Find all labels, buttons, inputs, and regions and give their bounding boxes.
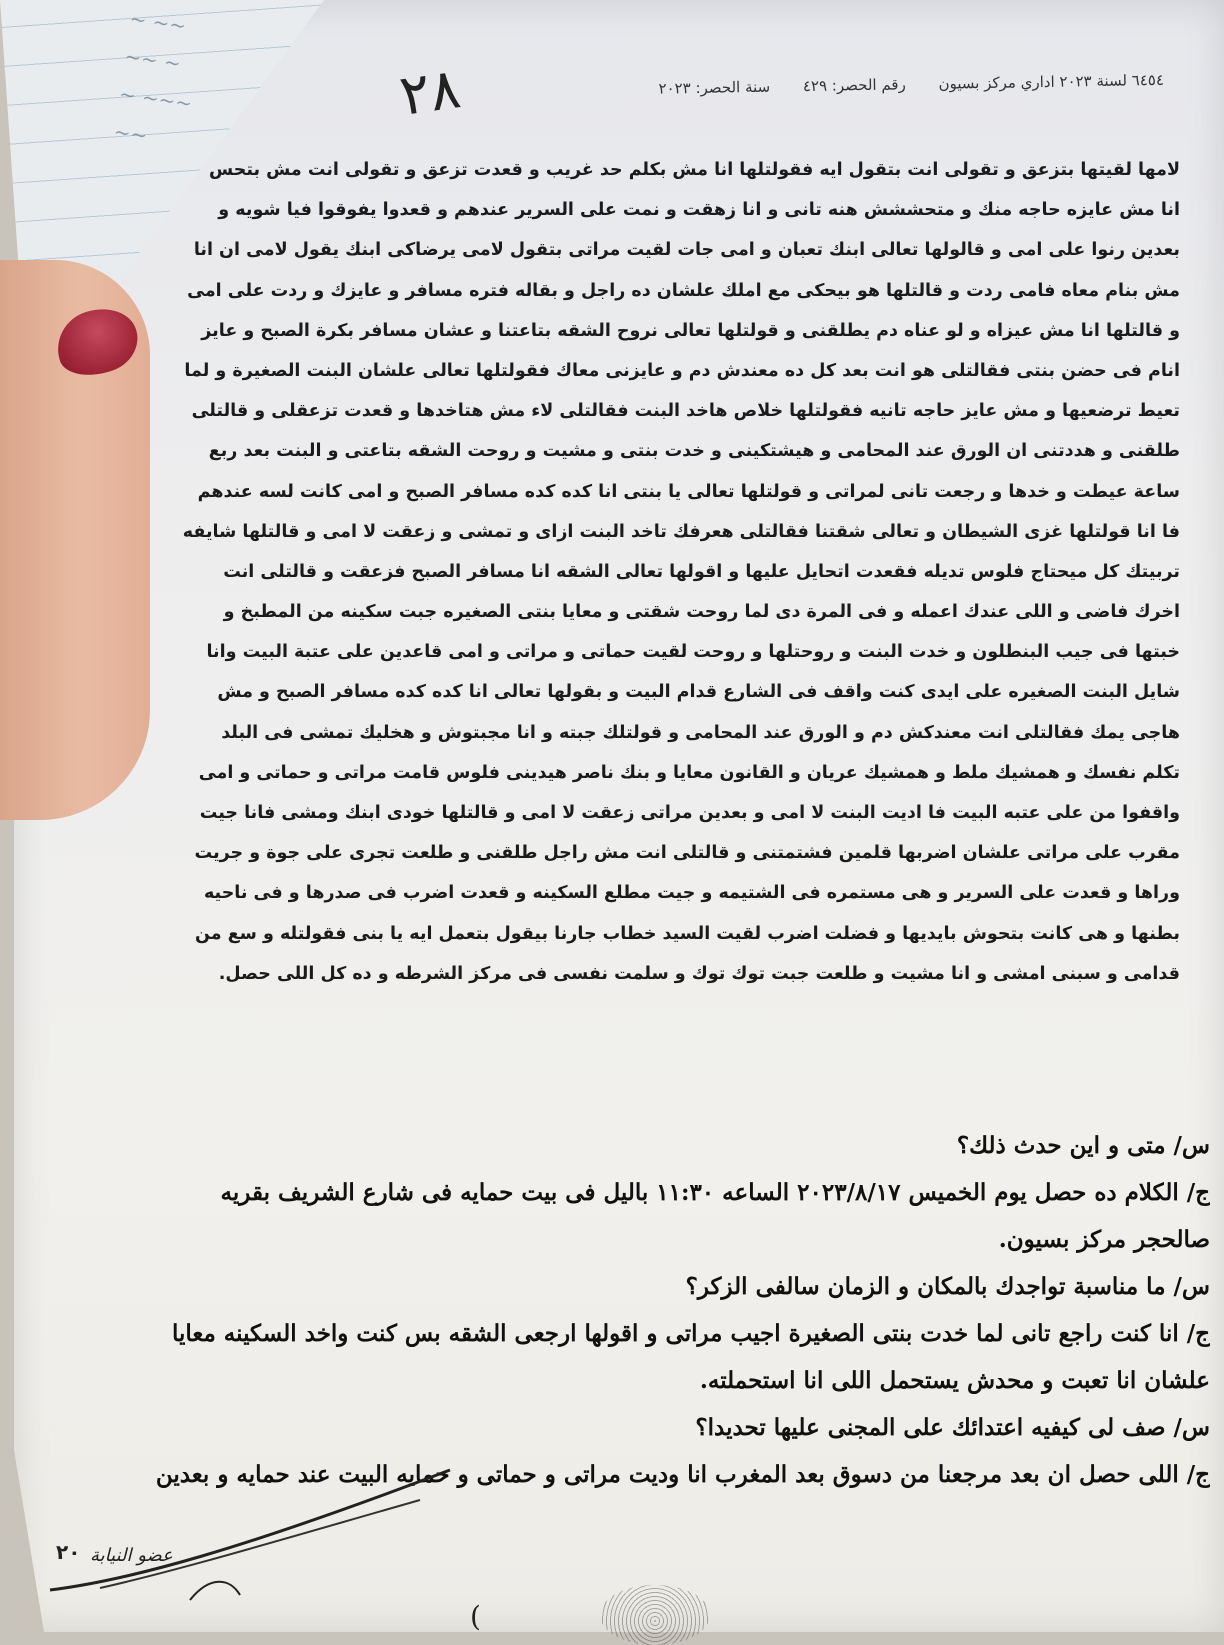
answer-line: صالحجر مركز بسيون. xyxy=(998,1226,1210,1253)
answer-line: ج/ الكلام ده حصل يوم الخميس ٢٠٢٣/٨/١٧ الساعه ١١:٣٠ باليل فى بيت حمايه فى شارع الشريف بقريه xyxy=(220,1179,1210,1206)
inventory-number: رقم الحصر: ٤٢٩ xyxy=(802,75,906,96)
body-line: فا انا قولتلها غزى الشيطان و تعالى شقتنا فقالتلى هعرفك تاخد البنت ازاى و تمشى و زعقت لا امى و قالتلها شايفه xyxy=(182,521,1180,542)
statement-body xyxy=(100,150,1180,994)
body-line: خبتها فى جيب البنطلون و خدت البنت و روحتلها و روحت لقيت حماتى و مراتى و امى قاعدين على عتبة البيت وانا xyxy=(206,642,1180,663)
body-line: واقفوا من على عتبه البيت فا اديت البنت لا امى و بعدين مراتى زعقت لا امى و قالتلها خودى ابنك ومشى فانا جيت xyxy=(199,803,1180,823)
body-line: بعدين رنوا على امى و قالولها تعالى ابنك تعبان و امى جات لقيت مراتى بتقول لامى يرضاكى ابنك يقول لامى ان انا xyxy=(193,240,1180,261)
body-line: هاجى يمك فقالتلى انت معندكش دم و الورق عند المحامى و قولتلك جبته و انا مجبتوش و هخليك تمشى فى البلد xyxy=(221,722,1180,743)
question-line: س/ صف لى كيفيه اعتدائك على المجنى عليها تحديدا؟ xyxy=(695,1414,1210,1441)
body-line: لامها لقيتها بتزعق و تقولى انت بتقول ايه فقولتلها انا مش بكلم حد غريب و قعدت تزعق و تقولى انت مش بتحس xyxy=(209,160,1180,180)
body-line: و قالتلها انا مش عيزاه و لو عناه دم يطلقنى و قولتلها تعالى نروح الشقه بتاعتنا و عشان مسافر بكرة الصبح و عايز xyxy=(201,320,1180,341)
body-line: انام فى حضن بنتى فقالتلى هو انت بعد كل ده معندش دم و عايزنى معاك فقولتلها تعالى علشان البنت الصغيرة و لما xyxy=(184,360,1180,381)
body-line: طلقنى و هددتنى ان الورق عند المحامى و هيشتكينى و خدت بنتى و مشيت و روحت الشقه بتاعتى و البنت بعد ربع xyxy=(208,441,1180,462)
body-line: اخرك فاضى و اللى عندك اعمله و فى المرة دى لما روحت شقتى و معايا بنتى الصغيره جبت سكينه من المطبخ و xyxy=(223,602,1180,623)
body-line: ساعة عيطت و خدها و رجعت تانى لمراتى و قولتلها تعالى يا بنتى انا كده كده مسافر الصبح و امى كانت لسه عندهم xyxy=(197,481,1180,502)
fingerprint-icon xyxy=(600,1585,710,1645)
body-line: تعيط ترضعيها و مش عايز حاجه تانيه فقولتلها خلاص هاخد البنت فقالتلى لاء مش هتاخدها و قعدت تزعقلى و قالتلى xyxy=(191,401,1180,422)
case-ref: ٦٤٥٤ لسنة ٢٠٢٣ اداري مركز بسيون xyxy=(938,70,1165,93)
handwritten-page-mark: ٢٨ xyxy=(395,56,465,129)
signature-label: عضو النيابة xyxy=(90,1545,173,1566)
body-line: تكلم نفسك و همشيك ملط و همشيك عريان و القانون معايا و بنك ناصر هيدينى فلوس قامت مراتى و حماتى و امى xyxy=(198,762,1180,783)
question-answer-section xyxy=(100,1122,1210,1498)
answer-line: ج/ انا كنت راجع تانى لما خدت بنتى الصغيرة اجيب مراتى و اقولها ارجعى الشقه بس كنت واخد السكينه معايا xyxy=(171,1320,1210,1347)
body-line: قدامى و سبنى امشى و انا مشيت و طلعت جبت توك توك و سلمت نفسى فى مركز الشرطه و ده كل اللى حصل. xyxy=(218,963,1180,984)
page-number: ٢٠ xyxy=(56,1540,81,1564)
signature-stroke-icon xyxy=(40,1460,460,1610)
body-line: بطنها و هى كانت بتحوش بايديها و فضلت اضرب لقيت السيد خطاب جارنا بيقول بتعمل ايه يا بنى فقولتله و سع من xyxy=(195,923,1180,944)
body-line: مش بنام معاه فامى ردت و قالتلها هو بيحكى مع املك علشان ده راجل و بقاله فتره مسافر و عايزك و ردت على امى xyxy=(187,280,1180,301)
body-line: مقرب على مراتى علشان اضربها قلمين فشتمتنى و قالتلى انت مش راجل طلقنى و طلعت تجرى على جوة و جريت xyxy=(194,843,1180,864)
body-line: انا مش عايزه حاجه منك و متحششش هنه تانى و انا زهقت و نمت على السرير عندهم و قعدوا يفوقوا فيا شويه و xyxy=(218,200,1180,221)
answer-line: علشان انا تعبت و محدش يستحمل اللى انا استحملته. xyxy=(699,1367,1210,1394)
inventory-year: سنة الحصر: ٢٠٢٣ xyxy=(658,77,771,98)
background-handwriting: ~ ~~ ~~ ~ ~ ~~~ ~~ xyxy=(112,6,194,148)
question-line: س/ ما مناسبة تواجدك بالمكان و الزمان سالفى الزكر؟ xyxy=(685,1273,1210,1300)
bottom-mark: ( xyxy=(470,1600,481,1633)
question-line: س/ متى و اين حدث ذلك؟ xyxy=(956,1132,1210,1159)
body-line: وراها و قعدت على السرير و هى مستمره فى الشتيمه و جيت مطلع السكينه و قعدت اضرب فى صدرها و فى ناحيه xyxy=(203,883,1180,904)
answer-line: ج/ اللى حصل ان بعد مرجعنا من دسوق بعد المغرب انا وديت مراتى و حماتى و حمايه البيت عند حمايه و بعدين xyxy=(155,1461,1210,1488)
body-line: تربيتك كل ميحتاج فلوس تديله فقعدت اتحايل عليها و اقولها تعالى الشقه انا مسافر الصبح فزعقت و قالتلى انت xyxy=(223,561,1180,582)
body-line: شايل البنت الصغيره على ايدى كنت واقف فى الشارع قدام البيت و بقولها تعالى انا كده كده مسافر الصبح و مش xyxy=(217,682,1180,703)
